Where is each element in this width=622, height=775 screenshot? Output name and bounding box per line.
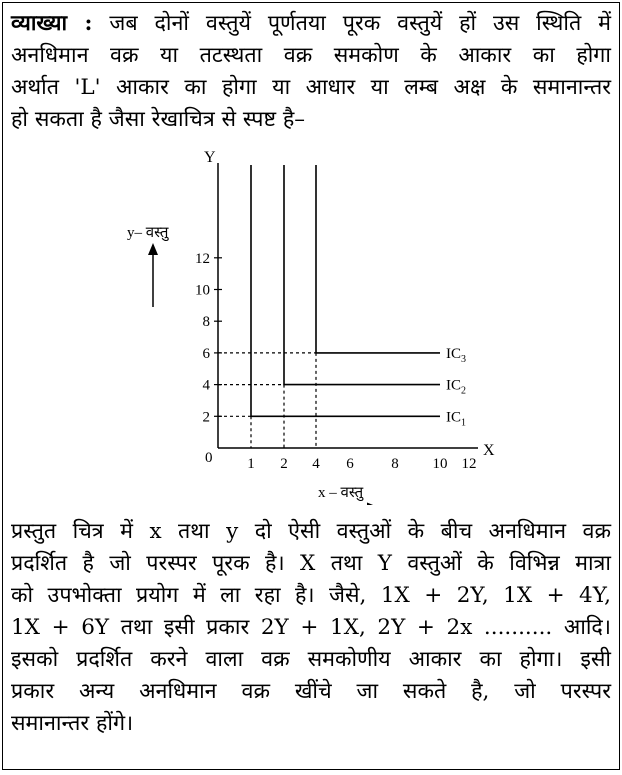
description-line-5: इसको प्रदर्शित करने वाला वक्र समकोणीय आकार का होगा। इसी [11,647,611,672]
x-tick-label: 12 [461,456,477,472]
indifference-curve [284,165,440,385]
description-line-4: 1X + 6Y तथा इसी प्रकार 2Y + 1X, 2Y + 2x .......... आदि। [11,615,611,640]
indifference-curve [251,165,440,416]
x-side-label: x – वस्तु [318,485,364,501]
x-tick-label: 2 [280,456,288,472]
origin-label: 0 [205,450,213,466]
y-tick-label: 4 [202,377,210,394]
explanation-line-2: अनधिमान वक्र या तटस्थता वक्र समकोण के आकार का होगा [11,43,611,68]
explanation-line-1-text: जब दोनों वस्तुयें पूर्णतया पूरक वस्तुयें हों उस स्थिति में [109,11,611,36]
curve-label: $IC_1$ [446,409,466,429]
y-side-arrow-head [148,243,158,255]
curve-label: $IC_3$ [446,345,466,365]
x-axis-name: X [483,442,495,459]
y-axis-name: Y [204,149,216,166]
description-line-2: प्रदर्शित है जो परस्पर पूरक है। X तथा Y वस्तुओं के विभिन्न मात्रा [11,551,611,576]
description-line-1: प्रस्तुत चित्र में x तथा y दो ऐसी वस्तुओं के बीच अनधिमान वक्र [11,519,611,544]
description-line-3: को उपभोक्ता प्रयोग में ला रहा है। जैसे, 1X + 2Y, 1X + 4Y, [11,583,611,608]
curve-label: $IC_2$ [446,377,466,397]
x-tick-label: 4 [312,456,320,472]
description-line-6: प्रकार अन्य अनधिमान वक्र खींचे जा सकते है, जो परस्पर [11,679,611,704]
description-paragraph [11,516,611,740]
y-tick-label: 12 [195,250,210,267]
x-tick-label: 8 [391,456,399,472]
x-tick-label: 6 [346,456,354,472]
description-line-7: समानान्तर होंगे। [11,711,134,736]
y-tick-label: 2 [202,409,210,426]
explanation-line-1 [11,8,611,40]
y-tick-label: 6 [202,345,210,362]
x-side-arrow-head [367,503,378,506]
explanation-line-4: हो सकता है जैसा रेखाचित्र से स्पष्ट है– [11,107,306,132]
explanation-line-3: अर्थात 'L' आकार का होगा या आधार या लम्ब अक्ष के समानान्तर [11,75,611,100]
explanation-heading: व्याख्या : [11,11,93,36]
x-tick-label: 1 [247,456,255,472]
y-side-label: y– वस्तु [127,225,169,241]
indifference-curve-figure [0,145,622,505]
explanation-paragraph [11,8,611,136]
x-tick-label: 10 [432,456,448,472]
y-tick-label: 8 [202,314,210,331]
y-tick-label: 10 [195,282,210,299]
indifference-curve [316,165,440,353]
